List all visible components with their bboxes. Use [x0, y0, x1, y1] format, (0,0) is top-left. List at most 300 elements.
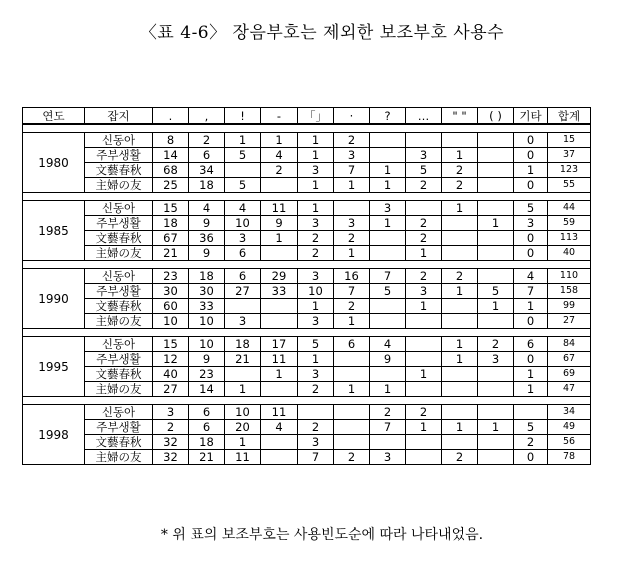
count-cell: 2 [442, 178, 478, 193]
footnote: * 위 표의 보조부호는 사용빈도순에 따라 나타내었음. [160, 527, 484, 543]
count-cell: 2 [406, 178, 442, 193]
count-cell: 2 [334, 450, 370, 465]
count-cell: 1 [334, 382, 370, 397]
count-cell: 4 [225, 201, 261, 216]
count-cell [442, 382, 478, 397]
count-cell: 29 [261, 269, 298, 284]
count-cell [261, 178, 298, 193]
count-cell: 17 [261, 337, 298, 352]
header-row [23, 108, 591, 125]
group-separator [23, 261, 591, 269]
count-cell [478, 246, 514, 261]
count-cell: 7 [370, 269, 406, 284]
column-header: 합계 [548, 108, 591, 125]
count-cell: 21 [225, 352, 261, 367]
count-cell: 21 [153, 246, 189, 261]
table-row [23, 352, 591, 367]
count-cell: 3 [298, 216, 334, 231]
count-cell: 18 [189, 435, 225, 450]
total-cell: 49 [548, 420, 591, 435]
count-cell: 2 [298, 382, 334, 397]
count-cell: 1 [370, 382, 406, 397]
count-cell: 1 [442, 148, 478, 163]
count-cell: 1 [225, 382, 261, 397]
count-cell: 9 [261, 216, 298, 231]
count-cell: 5 [298, 337, 334, 352]
count-cell [478, 133, 514, 148]
count-cell: 5 [225, 178, 261, 193]
count-cell: 0 [514, 352, 548, 367]
total-cell: 67 [548, 352, 591, 367]
count-cell: 7 [370, 420, 406, 435]
count-cell: 16 [334, 269, 370, 284]
count-cell: 7 [334, 163, 370, 178]
count-cell: 1 [334, 246, 370, 261]
count-cell: 20 [225, 420, 261, 435]
count-cell: 11 [225, 450, 261, 465]
count-cell: 15 [153, 337, 189, 352]
count-cell: 4 [370, 337, 406, 352]
table-body [23, 124, 591, 465]
count-cell [370, 367, 406, 382]
count-cell [370, 435, 406, 450]
magazine-cell: 主婦の友 [85, 450, 153, 465]
total-cell: 44 [548, 201, 591, 216]
table-row [23, 148, 591, 163]
count-cell: 6 [189, 420, 225, 435]
separator-cell [23, 193, 591, 201]
count-cell: 2 [334, 133, 370, 148]
count-cell: 0 [514, 314, 548, 329]
count-cell [406, 382, 442, 397]
count-cell: 1 [298, 299, 334, 314]
count-cell [225, 163, 261, 178]
magazine-cell: 文藝春秋 [85, 163, 153, 178]
count-cell: 67 [153, 231, 189, 246]
group-separator [23, 193, 591, 201]
count-cell: 36 [189, 231, 225, 246]
count-cell: 10 [298, 284, 334, 299]
count-cell [261, 314, 298, 329]
magazine-cell: 주부생활 [85, 352, 153, 367]
column-header: … [406, 108, 442, 125]
magazine-cell: 신동아 [85, 201, 153, 216]
count-cell: 1 [225, 435, 261, 450]
magazine-cell: 文藝春秋 [85, 231, 153, 246]
table-row [23, 382, 591, 397]
count-cell: 1 [298, 201, 334, 216]
column-header: 기타 [514, 108, 548, 125]
table-row [23, 337, 591, 352]
count-cell: 18 [189, 178, 225, 193]
magazine-cell: 文藝春秋 [85, 299, 153, 314]
count-cell: 2 [298, 231, 334, 246]
count-cell: 6 [514, 337, 548, 352]
count-cell: 11 [261, 201, 298, 216]
count-cell: 32 [153, 435, 189, 450]
count-cell: 2 [514, 435, 548, 450]
count-cell: 3 [514, 216, 548, 231]
count-cell [370, 148, 406, 163]
column-header: . [153, 108, 189, 125]
count-cell: 15 [153, 201, 189, 216]
count-cell [478, 178, 514, 193]
count-cell: 3 [153, 405, 189, 420]
count-cell [478, 163, 514, 178]
column-header: · [334, 108, 370, 125]
count-cell: 0 [514, 231, 548, 246]
count-cell [478, 450, 514, 465]
count-cell: 1 [298, 148, 334, 163]
count-cell: 7 [514, 284, 548, 299]
count-cell [370, 299, 406, 314]
count-cell: 1 [514, 163, 548, 178]
count-cell: 0 [514, 148, 548, 163]
magazine-cell: 신동아 [85, 269, 153, 284]
count-cell: 23 [153, 269, 189, 284]
count-cell: 14 [189, 382, 225, 397]
count-cell: 7 [334, 284, 370, 299]
count-cell: 14 [153, 148, 189, 163]
year-cell: 1998 [23, 405, 85, 465]
count-cell [370, 246, 406, 261]
count-cell [334, 201, 370, 216]
count-cell: 0 [514, 450, 548, 465]
column-header: ( ) [478, 108, 514, 125]
table-row [23, 420, 591, 435]
total-cell: 113 [548, 231, 591, 246]
count-cell: 3 [370, 201, 406, 216]
magazine-cell: 주부생활 [85, 148, 153, 163]
count-cell [406, 450, 442, 465]
count-cell: 32 [153, 450, 189, 465]
count-cell: 3 [225, 231, 261, 246]
count-cell: 60 [153, 299, 189, 314]
table-row [23, 216, 591, 231]
count-cell [406, 337, 442, 352]
count-cell [334, 405, 370, 420]
table-row [23, 405, 591, 420]
count-cell: 21 [189, 450, 225, 465]
table-row [23, 299, 591, 314]
count-cell: 3 [406, 284, 442, 299]
count-cell [334, 420, 370, 435]
count-cell: 5 [514, 201, 548, 216]
magazine-cell: 主婦の友 [85, 178, 153, 193]
count-cell: 1 [370, 216, 406, 231]
count-cell: 9 [370, 352, 406, 367]
count-cell: 8 [153, 133, 189, 148]
count-cell: 3 [478, 352, 514, 367]
count-cell [406, 314, 442, 329]
count-cell [478, 201, 514, 216]
group-separator [23, 397, 591, 405]
column-header: " " [442, 108, 478, 125]
count-cell: 1 [442, 201, 478, 216]
column-header: - [261, 108, 298, 125]
total-cell: 84 [548, 337, 591, 352]
total-cell: 40 [548, 246, 591, 261]
count-cell: 18 [225, 337, 261, 352]
count-cell: 40 [153, 367, 189, 382]
count-cell [370, 314, 406, 329]
total-cell: 78 [548, 450, 591, 465]
count-cell [334, 352, 370, 367]
magazine-cell: 主婦の友 [85, 382, 153, 397]
count-cell: 3 [370, 450, 406, 465]
column-header: 「」 [298, 108, 334, 125]
count-cell [370, 231, 406, 246]
count-cell [442, 299, 478, 314]
count-cell: 23 [189, 367, 225, 382]
count-cell: 4 [514, 269, 548, 284]
count-cell: 3 [334, 216, 370, 231]
table-row [23, 450, 591, 465]
count-cell [478, 367, 514, 382]
count-cell: 3 [298, 314, 334, 329]
count-cell [225, 299, 261, 314]
punctuation-count-table [22, 107, 591, 465]
count-cell [406, 435, 442, 450]
magazine-cell: 文藝春秋 [85, 435, 153, 450]
count-cell: 1 [261, 367, 298, 382]
count-cell: 1 [442, 420, 478, 435]
total-cell: 99 [548, 299, 591, 314]
total-cell: 110 [548, 269, 591, 284]
count-cell: 1 [442, 284, 478, 299]
count-cell: 18 [153, 216, 189, 231]
count-cell: 11 [261, 405, 298, 420]
count-cell: 34 [189, 163, 225, 178]
count-cell: 30 [189, 284, 225, 299]
table-row [23, 269, 591, 284]
magazine-cell: 주부생활 [85, 420, 153, 435]
table-row [23, 201, 591, 216]
count-cell: 6 [334, 337, 370, 352]
group-separator [23, 124, 591, 133]
count-cell: 3 [334, 148, 370, 163]
count-cell: 2 [442, 450, 478, 465]
total-cell: 47 [548, 382, 591, 397]
table-row [23, 178, 591, 193]
count-cell: 1 [370, 178, 406, 193]
count-cell: 1 [478, 299, 514, 314]
count-cell [406, 352, 442, 367]
count-cell [478, 382, 514, 397]
count-cell [442, 314, 478, 329]
count-cell: 1 [334, 314, 370, 329]
count-cell: 1 [261, 231, 298, 246]
count-cell: 1 [514, 382, 548, 397]
count-cell: 6 [225, 269, 261, 284]
count-cell: 11 [261, 352, 298, 367]
count-cell [442, 405, 478, 420]
count-cell: 3 [298, 367, 334, 382]
separator-cell [23, 329, 591, 337]
count-cell: 2 [189, 133, 225, 148]
count-cell: 0 [514, 133, 548, 148]
count-cell [225, 367, 261, 382]
count-cell: 5 [478, 284, 514, 299]
count-cell [406, 133, 442, 148]
count-cell [442, 133, 478, 148]
count-cell: 1 [298, 352, 334, 367]
count-cell: 1 [406, 367, 442, 382]
count-cell [298, 405, 334, 420]
table-row [23, 284, 591, 299]
separator-cell [23, 397, 591, 405]
count-cell [334, 435, 370, 450]
count-cell [406, 201, 442, 216]
count-cell: 2 [442, 269, 478, 284]
separator-cell [23, 261, 591, 269]
count-cell: 1 [334, 178, 370, 193]
count-cell: 1 [261, 133, 298, 148]
count-cell: 2 [261, 163, 298, 178]
total-cell: 123 [548, 163, 591, 178]
count-cell: 10 [189, 314, 225, 329]
count-cell: 2 [406, 269, 442, 284]
count-cell: 5 [406, 163, 442, 178]
count-cell: 10 [153, 314, 189, 329]
table-row [23, 314, 591, 329]
count-cell: 7 [298, 450, 334, 465]
count-cell: 10 [225, 405, 261, 420]
count-cell [442, 246, 478, 261]
magazine-cell: 주부생활 [85, 284, 153, 299]
count-cell [478, 231, 514, 246]
count-cell: 1 [442, 352, 478, 367]
count-cell: 1 [406, 420, 442, 435]
count-cell: 18 [189, 269, 225, 284]
count-cell [478, 435, 514, 450]
count-cell: 1 [225, 133, 261, 148]
magazine-cell: 文藝春秋 [85, 367, 153, 382]
table-row [23, 435, 591, 450]
count-cell [442, 231, 478, 246]
total-cell: 69 [548, 367, 591, 382]
count-cell: 1 [514, 367, 548, 382]
count-cell: 1 [442, 337, 478, 352]
separator-cell [23, 124, 591, 133]
count-cell [370, 133, 406, 148]
count-cell [478, 148, 514, 163]
count-cell: 9 [189, 216, 225, 231]
count-cell: 5 [370, 284, 406, 299]
count-cell: 3 [298, 163, 334, 178]
magazine-cell: 主婦の友 [85, 246, 153, 261]
count-cell: 3 [298, 269, 334, 284]
count-cell [442, 367, 478, 382]
table-title: 〈표 4-6〉 장음부호는 제외한 보조부호 사용수 [139, 23, 505, 43]
magazine-cell: 신동아 [85, 133, 153, 148]
count-cell [478, 314, 514, 329]
count-cell: 1 [406, 246, 442, 261]
total-cell: 37 [548, 148, 591, 163]
count-cell: 4 [189, 201, 225, 216]
table-row [23, 246, 591, 261]
count-cell: 10 [189, 337, 225, 352]
count-cell: 27 [225, 284, 261, 299]
table-row [23, 367, 591, 382]
count-cell: 3 [406, 148, 442, 163]
count-cell: 1 [406, 299, 442, 314]
count-cell: 2 [406, 405, 442, 420]
table-row [23, 163, 591, 178]
count-cell: 2 [442, 163, 478, 178]
year-cell: 1990 [23, 269, 85, 329]
count-cell: 10 [225, 216, 261, 231]
count-cell [261, 435, 298, 450]
count-cell: 2 [334, 231, 370, 246]
count-cell: 1 [514, 299, 548, 314]
count-cell: 1 [298, 133, 334, 148]
group-separator [23, 329, 591, 337]
column-header: ? [370, 108, 406, 125]
count-cell: 12 [153, 352, 189, 367]
count-cell: 6 [189, 148, 225, 163]
count-cell [514, 405, 548, 420]
count-cell [261, 246, 298, 261]
count-cell [334, 367, 370, 382]
count-cell: 1 [370, 163, 406, 178]
count-cell: 5 [514, 420, 548, 435]
count-cell: 2 [406, 216, 442, 231]
count-cell: 9 [189, 246, 225, 261]
column-header: , [189, 108, 225, 125]
count-cell: 9 [189, 352, 225, 367]
count-cell [442, 435, 478, 450]
magazine-cell: 주부생활 [85, 216, 153, 231]
count-cell: 25 [153, 178, 189, 193]
total-cell: 27 [548, 314, 591, 329]
count-cell: 4 [261, 148, 298, 163]
table-row [23, 133, 591, 148]
count-cell: 30 [153, 284, 189, 299]
magazine-cell: 主婦の友 [85, 314, 153, 329]
count-cell: 27 [153, 382, 189, 397]
count-cell: 1 [298, 178, 334, 193]
count-cell: 33 [189, 299, 225, 314]
total-cell: 158 [548, 284, 591, 299]
count-cell [261, 382, 298, 397]
magazine-cell: 신동아 [85, 337, 153, 352]
count-cell [261, 450, 298, 465]
count-cell: 1 [478, 216, 514, 231]
count-cell: 3 [298, 435, 334, 450]
count-cell: 0 [514, 246, 548, 261]
count-cell: 6 [225, 246, 261, 261]
count-cell: 5 [225, 148, 261, 163]
count-cell: 0 [514, 178, 548, 193]
total-cell: 34 [548, 405, 591, 420]
count-cell: 33 [261, 284, 298, 299]
magazine-cell: 신동아 [85, 405, 153, 420]
count-cell: 2 [406, 231, 442, 246]
year-cell: 1985 [23, 201, 85, 261]
count-cell: 2 [298, 246, 334, 261]
count-cell [478, 269, 514, 284]
count-cell: 2 [334, 299, 370, 314]
total-cell: 59 [548, 216, 591, 231]
count-cell: 2 [478, 337, 514, 352]
column-header: 잡지 [85, 108, 153, 125]
count-cell: 2 [370, 405, 406, 420]
table-row [23, 231, 591, 246]
count-cell: 2 [153, 420, 189, 435]
year-cell: 1995 [23, 337, 85, 397]
count-cell: 4 [261, 420, 298, 435]
